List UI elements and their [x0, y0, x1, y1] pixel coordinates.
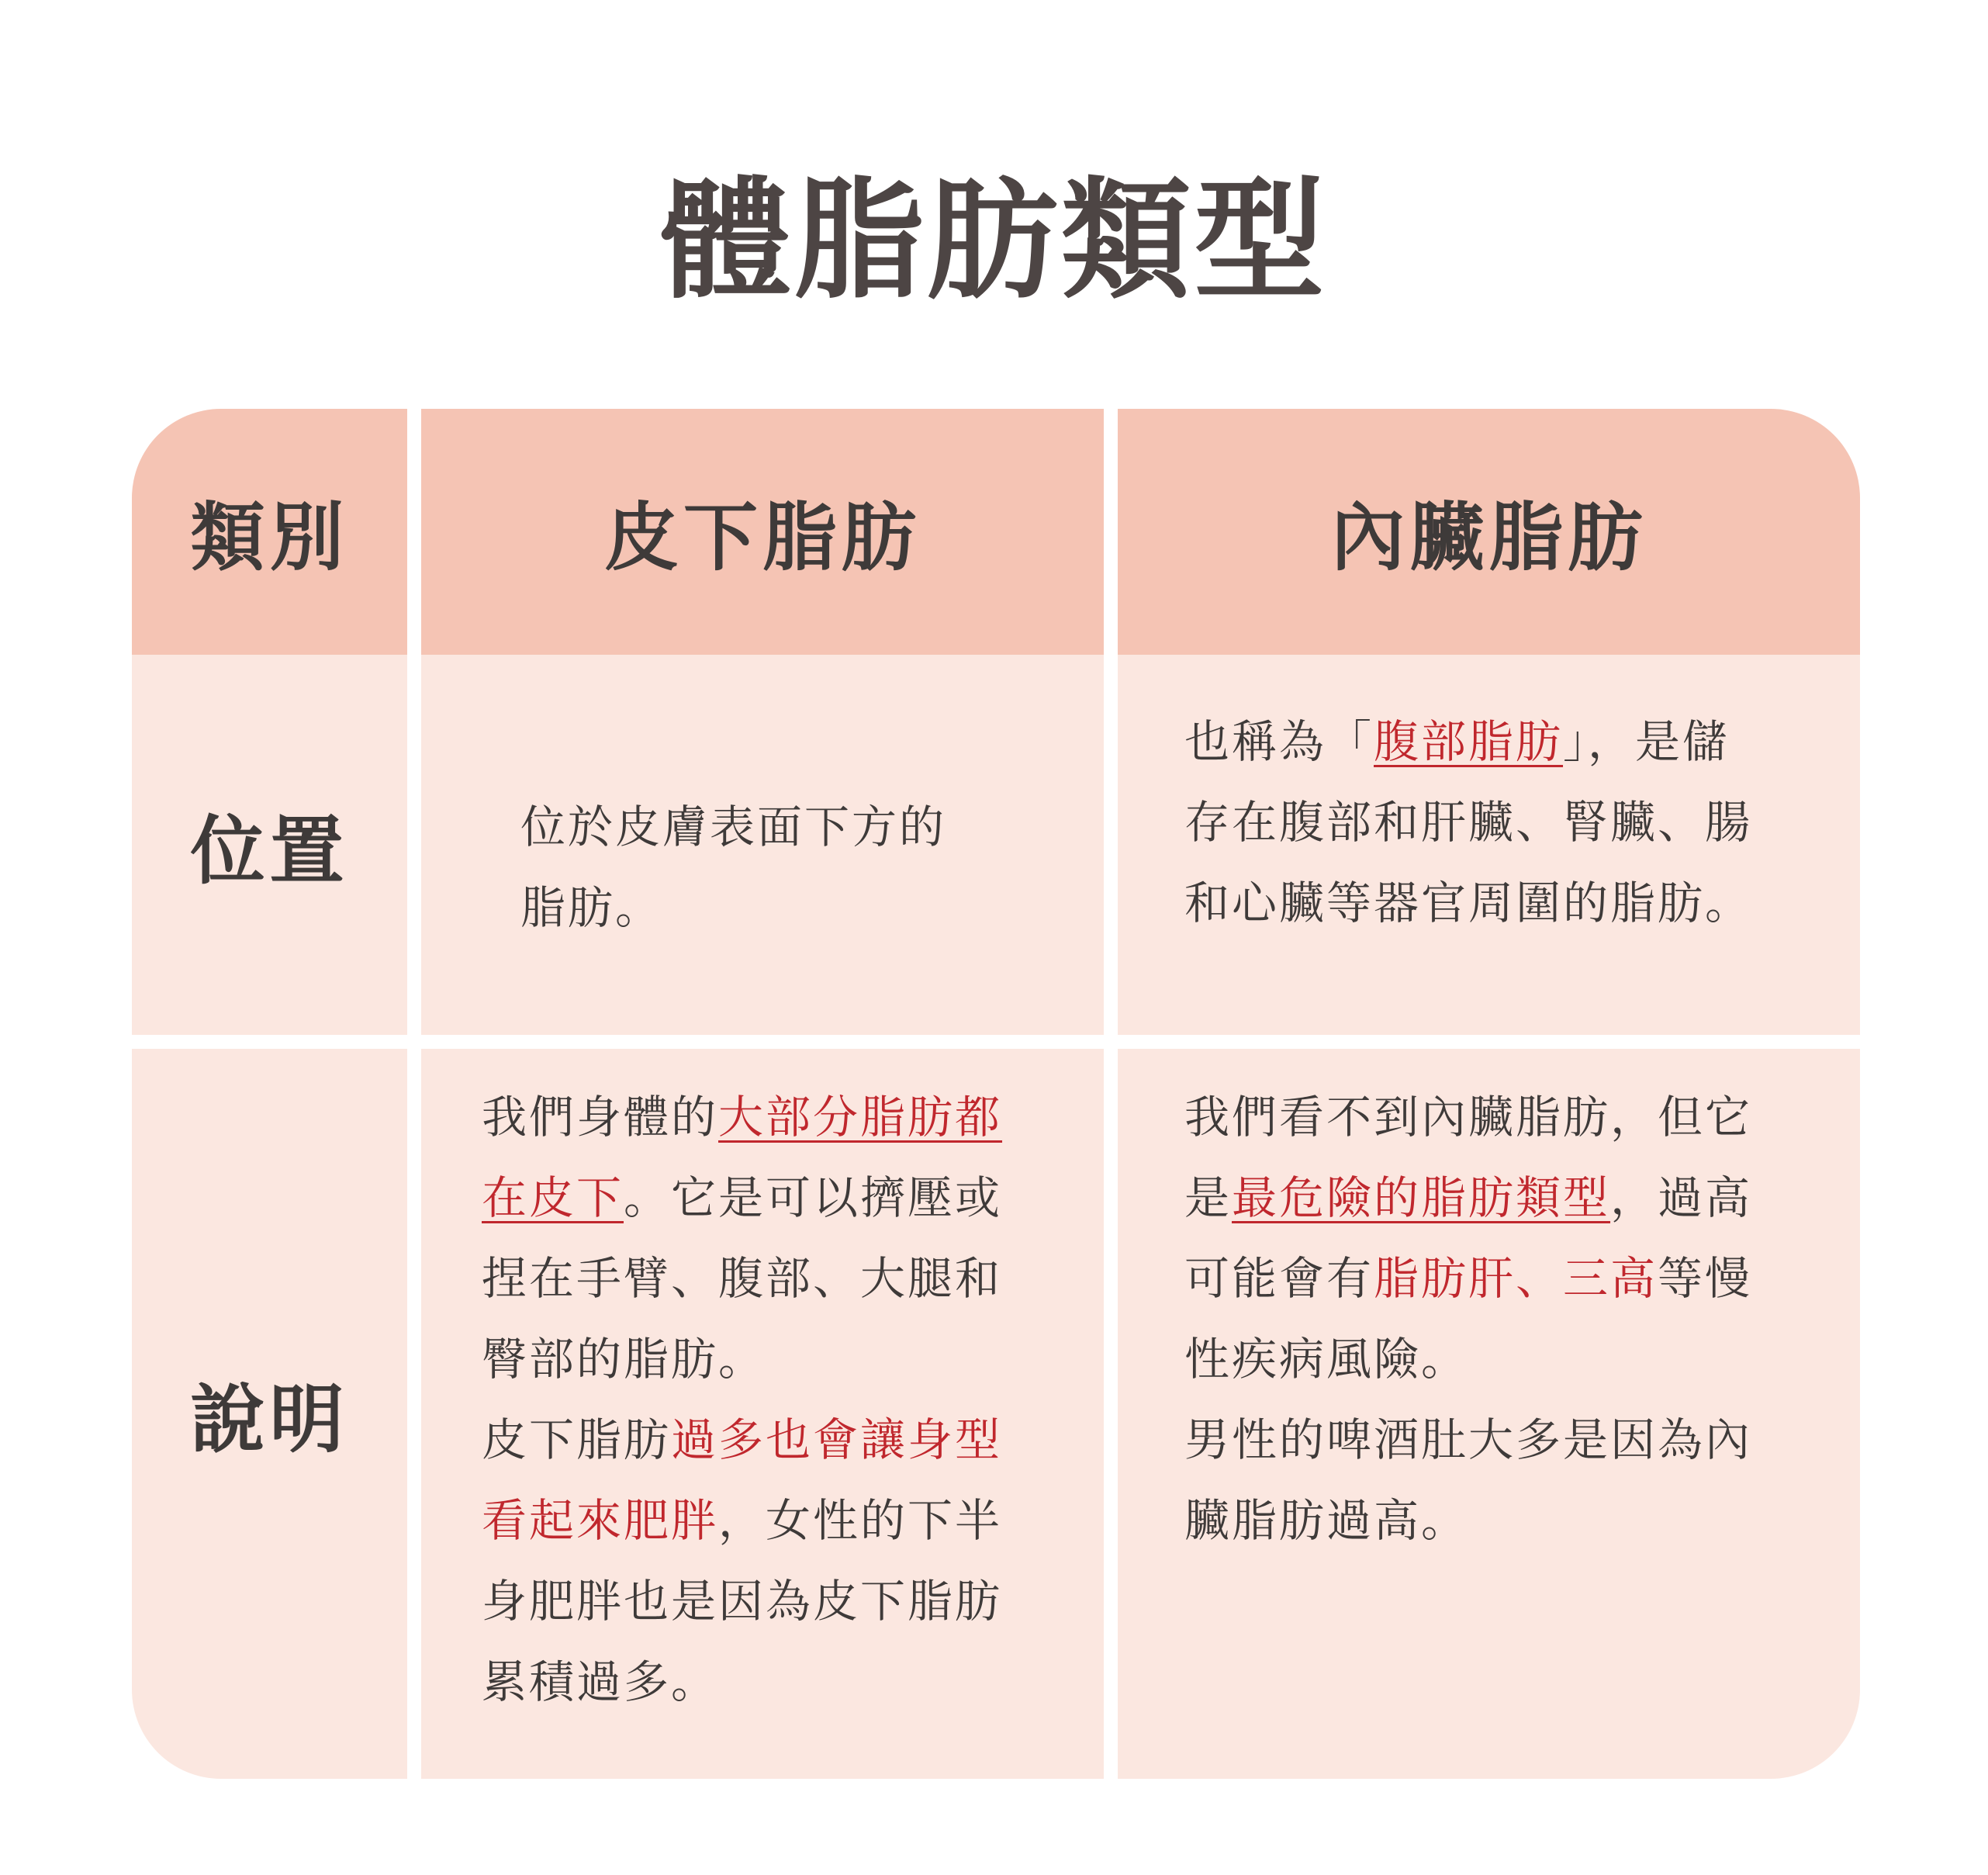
text-line: 是最危險的脂肪類型，過高 [1184, 1171, 1753, 1224]
text-line: 位於皮膚表面下方的 [520, 801, 947, 853]
text-line: 我們看不到內臟脂肪，但它 [1184, 1091, 1753, 1143]
text-line: 捏在手臂、腹部、大腿和 [482, 1252, 1003, 1305]
text-line: 看起來肥胖，女性的下半 [482, 1494, 1003, 1547]
text-line: 可能會有脂肪肝、三高等慢 [1184, 1252, 1753, 1305]
text-line: 在皮下。它是可以擠壓或 [482, 1171, 1003, 1224]
text-line: 累積過多。 [482, 1655, 719, 1708]
header-subcutaneous: 皮下脂肪 [421, 409, 1104, 655]
fat-type-table [132, 409, 1860, 1779]
highlight-text: 脂肪肝、三高 [1374, 1252, 1658, 1305]
cell-location-subcutaneous [421, 655, 1104, 1035]
highlight-text: 最危險的脂肪類型 [1232, 1171, 1611, 1224]
row-label-location: 位置 [132, 655, 407, 1035]
highlight-text: 大部分脂肪都 [718, 1091, 1003, 1143]
text-line: 和心臟等器官周圍的脂肪。 [1184, 877, 1753, 929]
highlight-text: 過多也會讓身型 [671, 1413, 1003, 1466]
text-line: 性疾病風險。 [1184, 1333, 1469, 1385]
text-line: 也稱為「腹部脂肪」，是儲 [1184, 715, 1730, 768]
highlight-text: 腹部脂肪 [1374, 715, 1564, 768]
text-line: 我們身體的大部分脂肪都 [482, 1091, 1003, 1143]
text-line: 脂肪。 [520, 881, 663, 934]
header-visceral: 內臟脂肪 [1118, 409, 1860, 655]
row-label-description: 說明 [132, 1049, 407, 1779]
page-title: 體脂肪類型 [660, 164, 1328, 317]
text-line: 臀部的脂肪。 [482, 1333, 766, 1385]
text-line: 皮下脂肪過多也會讓身型 [482, 1413, 1003, 1466]
cell-description-subcutaneous [421, 1049, 1104, 1779]
highlight-text: 看起來肥胖 [482, 1494, 719, 1547]
cell-description-visceral [1118, 1049, 1860, 1779]
cell-location-visceral [1118, 655, 1860, 1035]
highlight-text: 在皮下 [482, 1171, 624, 1224]
text-line: 臟脂肪過高。 [1184, 1494, 1469, 1547]
header-category: 類別 [132, 409, 407, 655]
text-line: 身肥胖也是因為皮下脂肪 [482, 1575, 1003, 1628]
text-line: 存在腹部和肝臟、腎臟、腸 [1184, 796, 1753, 849]
text-line: 男性的啤酒肚大多是因為內 [1184, 1413, 1753, 1466]
